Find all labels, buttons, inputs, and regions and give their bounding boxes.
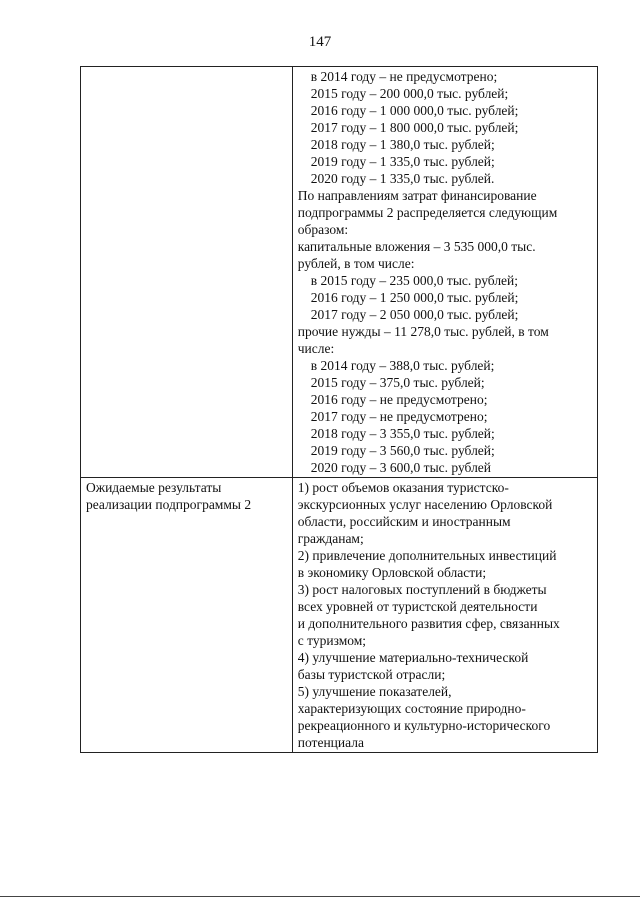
text-line: в 2014 году – не предусмотрено; <box>310 69 498 84</box>
text-line: потенциала <box>297 735 364 750</box>
table-row-funding <box>81 67 598 478</box>
text-line: Ожидаемые результаты <box>86 480 222 495</box>
footer-divider <box>0 896 640 897</box>
text-line: характеризующих состояние природно- <box>297 701 526 716</box>
funding-left-cell <box>81 67 293 478</box>
text-line: 2016 году – не предусмотрено; <box>310 392 488 407</box>
text-line: 2020 году – 3 600,0 тыс. рублей <box>310 460 492 475</box>
text-line: в 2014 году – 388,0 тыс. рублей; <box>310 358 495 373</box>
text-line: с туризмом; <box>297 633 367 648</box>
text-line: капитальные вложения – 3 535 000,0 тыс. <box>297 239 536 254</box>
text-line: 2020 году – 1 335,0 тыс. рублей. <box>310 171 495 186</box>
text-line: 2017 году – 2 050 000,0 тыс. рублей; <box>310 307 519 322</box>
text-line: 2018 году – 1 380,0 тыс. рублей; <box>310 137 495 152</box>
text-line: 2017 году – 1 800 000,0 тыс. рублей; <box>310 120 519 135</box>
program-table <box>80 66 598 753</box>
text-line: 2) привлечение дополнительных инвестиций <box>297 548 557 563</box>
text-line: По направлениям затрат финансирование <box>297 188 537 203</box>
table-row-results <box>81 478 598 753</box>
text-line: 2019 году – 1 335,0 тыс. рублей; <box>310 154 495 169</box>
text-line: подпрограммы 2 распределяется следующим <box>297 205 558 220</box>
text-line: 2016 году – 1 250 000,0 тыс. рублей; <box>310 290 519 305</box>
text-line: 2015 году – 375,0 тыс. рублей; <box>310 375 485 390</box>
text-line: 4) улучшение материально-технической <box>297 650 529 665</box>
text-line: базы туристской отрасли; <box>297 667 446 682</box>
funding-right-cell <box>292 67 597 478</box>
text-line: 2015 году – 200 000,0 тыс. рублей; <box>310 86 509 101</box>
text-line: 3) рост налоговых поступлений в бюджеты <box>297 582 547 597</box>
text-line: образом: <box>297 222 349 237</box>
text-line: 2018 году – 3 355,0 тыс. рублей; <box>310 426 495 441</box>
results-list-cell <box>292 478 597 753</box>
page-number: 147 <box>308 34 332 50</box>
text-line: гражданам; <box>297 531 364 546</box>
text-line: и дополнительного развития сфер, связанных <box>297 616 560 631</box>
text-line: прочие нужды – 11 278,0 тыс. рублей, в том <box>297 324 549 339</box>
text-line: 2016 году – 1 000 000,0 тыс. рублей; <box>310 103 519 118</box>
text-line: в 2015 году – 235 000,0 тыс. рублей; <box>310 273 519 288</box>
text-line: реализации подпрограммы 2 <box>86 497 252 512</box>
text-line: рекреационного и культурно-исторического <box>297 718 551 733</box>
text-line: в экономику Орловской области; <box>297 565 487 580</box>
results-label-cell <box>81 478 293 753</box>
text-line: 1) рост объемов оказания туристско- <box>297 480 509 495</box>
text-line: всех уровней от туристской деятельности <box>297 599 538 614</box>
text-line: 2017 году – не предусмотрено; <box>310 409 488 424</box>
text-line: числе: <box>297 341 335 356</box>
text-line: экскурсионных услуг населению Орловской <box>297 497 553 512</box>
text-line: 2019 году – 3 560,0 тыс. рублей; <box>310 443 495 458</box>
text-line: рублей, в том числе: <box>297 256 415 271</box>
text-line: 5) улучшение показателей, <box>297 684 452 699</box>
text-line: области, российским и иностранным <box>297 514 511 529</box>
